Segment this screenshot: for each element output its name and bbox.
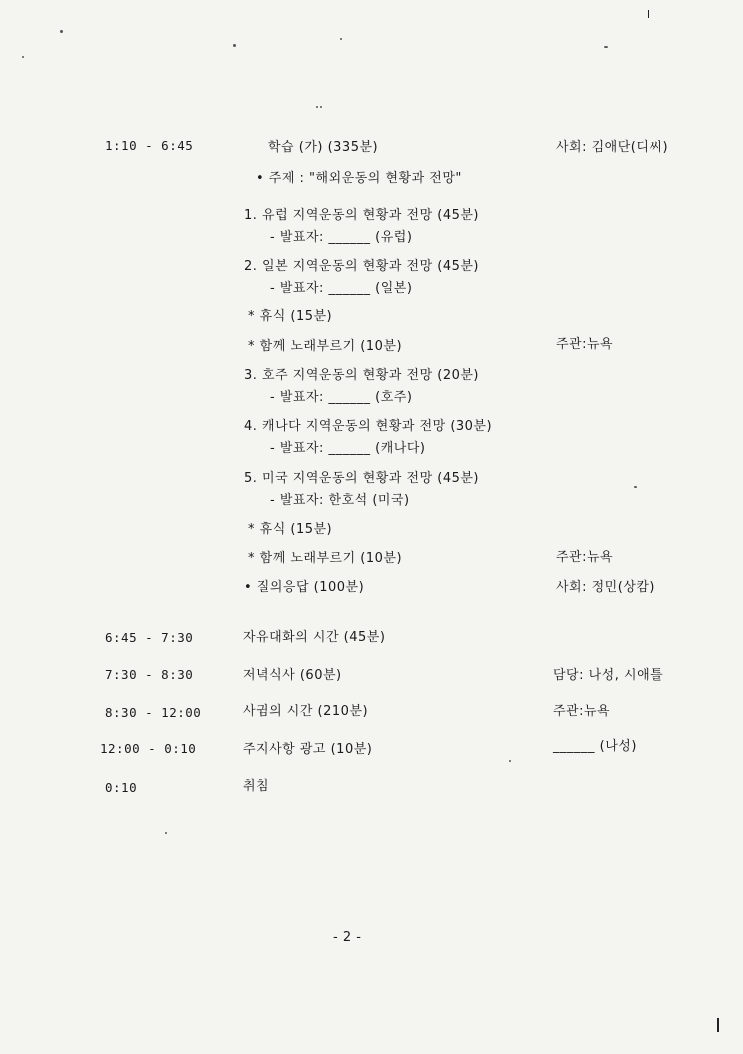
- scan-speck: [509, 760, 511, 762]
- agenda-item: 3. 호주 지역운동의 현황과 전망 (20분): [244, 368, 480, 383]
- time-slot: 12:00 - 0:10: [100, 741, 197, 756]
- host-label: 주관:뉴욕: [553, 704, 611, 719]
- song-item: * 함께 노래부르기 (10분): [248, 551, 403, 566]
- topic-line: • 주제 : "해외운동의 현황과 전망": [256, 171, 462, 186]
- scan-speck: [316, 106, 318, 108]
- presenter-line: - 발표자: ______ (일본): [270, 281, 413, 296]
- in-charge-label: 담당: 나성, 시애틀: [553, 668, 664, 683]
- moderator-label: 사회: 정민(상캄): [556, 580, 656, 595]
- agenda-item: 2. 일본 지역운동의 현황과 전망 (45분): [244, 259, 480, 274]
- time-slot: 7:30 - 8:30: [105, 667, 194, 682]
- time-slot: 6:45 - 7:30: [105, 630, 194, 645]
- agenda-item: 4. 캐나다 지역운동의 현황과 전망 (30분): [244, 419, 493, 434]
- time-slot: 0:10: [105, 780, 138, 795]
- break-item: * 휴식 (15분): [248, 309, 333, 324]
- scan-speck: [634, 486, 637, 488]
- time-slot: 8:30 - 12:00: [105, 705, 202, 720]
- in-charge-label: ______ (나성): [553, 739, 637, 754]
- break-item: * 휴식 (15분): [248, 522, 333, 537]
- session-title: 학습 (가) (335분): [268, 140, 379, 155]
- scan-speck: [233, 44, 236, 47]
- host-label: 주관:뉴욕: [556, 337, 614, 352]
- agenda-item: 1. 유럽 지역운동의 현황과 전망 (45분): [244, 208, 480, 223]
- scan-speck: [320, 106, 322, 108]
- presenter-line: - 발표자: ______ (유럽): [270, 230, 413, 245]
- scan-speck: [604, 46, 608, 48]
- presenter-line: - 발표자: 한호석 (미국): [270, 493, 410, 508]
- scan-edge-mark: [717, 1018, 719, 1032]
- page-number: - 2 -: [333, 930, 362, 945]
- qa-item: • 질의응답 (100분): [244, 580, 365, 595]
- scan-speck: [165, 832, 167, 834]
- time-slot: 1:10 - 6:45: [105, 138, 194, 153]
- session-title: 사귐의 시간 (210분): [243, 704, 369, 719]
- session-title: 주지사항 광고 (10분): [243, 742, 373, 757]
- scan-speck: [340, 38, 342, 40]
- presenter-line: - 발표자: ______ (호주): [270, 390, 413, 405]
- session-title: 취침: [243, 779, 270, 794]
- session-title: 자유대화의 시간 (45분): [243, 630, 386, 645]
- host-label: 주관:뉴욕: [556, 550, 614, 565]
- session-title: 저녁식사 (60분): [243, 668, 342, 683]
- scan-edge-mark: [648, 10, 649, 18]
- presenter-line: - 발표자: ______ (캐나다): [270, 441, 426, 456]
- scan-speck: [22, 56, 24, 58]
- scan-speck: [60, 30, 63, 33]
- agenda-item: 5. 미국 지역운동의 현황과 전망 (45분): [244, 471, 480, 486]
- song-item: * 함께 노래부르기 (10분): [248, 339, 403, 354]
- moderator-label: 사회: 김애단(디씨): [556, 140, 669, 155]
